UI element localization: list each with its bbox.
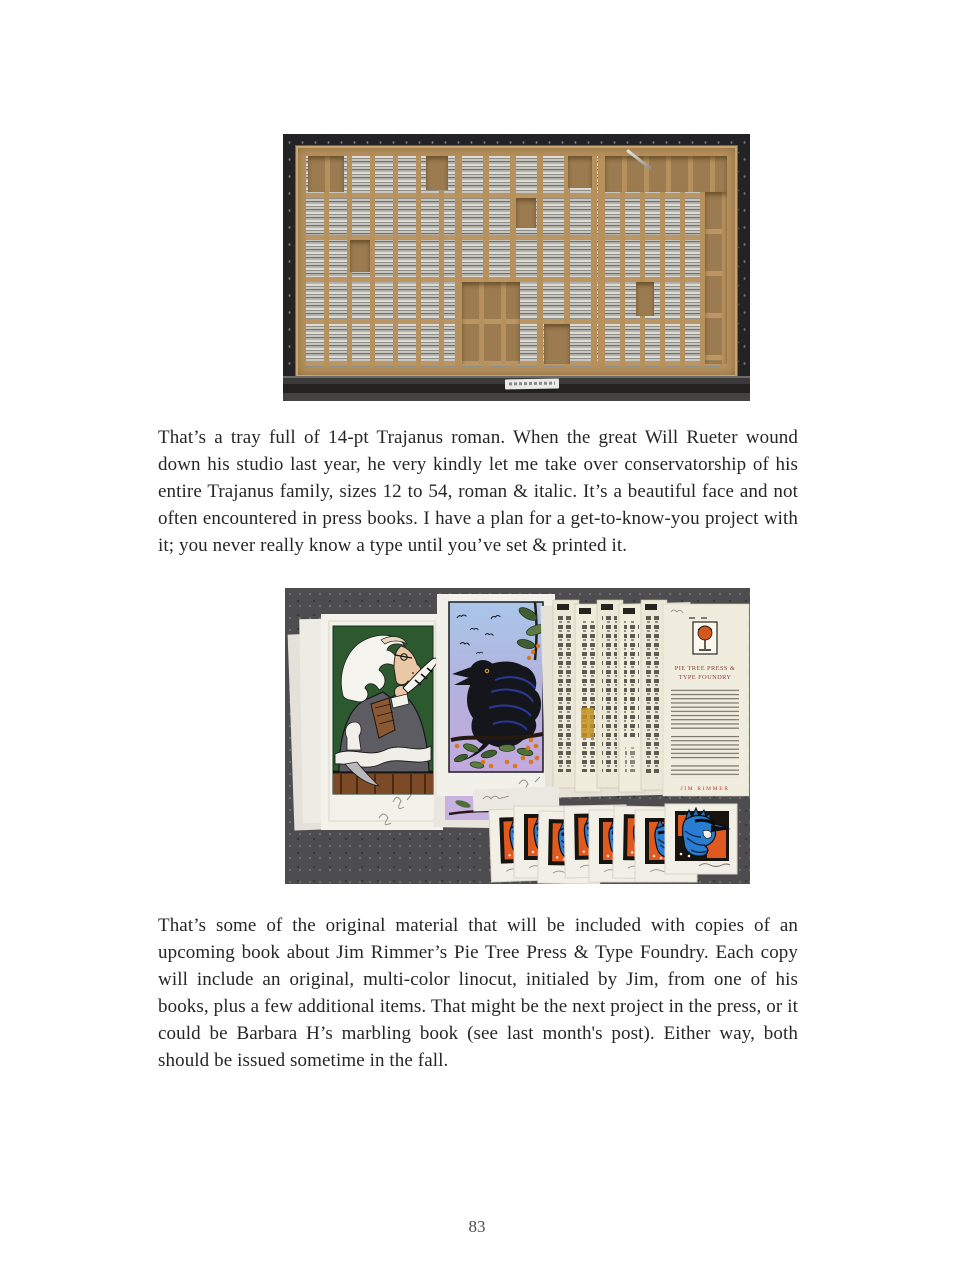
kingfisher-cards [489,804,737,884]
shelf-label [505,379,559,390]
page-number: 83 [468,1217,486,1236]
specimen-signature: JIM RIMMER [680,786,730,792]
specimen-title-line1: PIE TREE PRESS & [674,665,736,672]
paragraph-trajanus: That’s a tray full of 14-pt Trajanus roman. When the great Will Rueter wound down his studio last year, he very kindly let me take over conservatorship of his entire Trajanus family, sizes 12 to 54, roman & italic. It’s a beautiful face and not often encountered in press books. I have a plan for a get-to-know-you project with it; you never really know a type until you’ve set & printed it. [158,427,798,556]
specimen-sheets [541,600,749,798]
paragraph-rimmer: That’s some of the original material that will be included with copies of an upcoming book about Jim Rimmer’s Pie Tree Press & Type Foundry. Each copy will include an original, multi-color linocut, initialed by Jim, from one of his books, plus a few additional items. That might be the next project in the press, or it could be Barbara H’s marbling book (see last month's post). Either way, both should be issued sometime in the fall. [158,915,798,1071]
kingfisher-card-large [665,804,737,874]
type-tray-photo [283,134,750,401]
specimen-title-line2: TYPE FOUNDRY [678,674,732,681]
specimen-cover-sheet [663,604,749,796]
prints-illustration [285,588,750,884]
empty-compartments [306,156,727,367]
type-tray [295,145,738,378]
press-shelf [283,376,750,401]
prints-photo [285,588,750,884]
oldman-print [288,614,451,830]
